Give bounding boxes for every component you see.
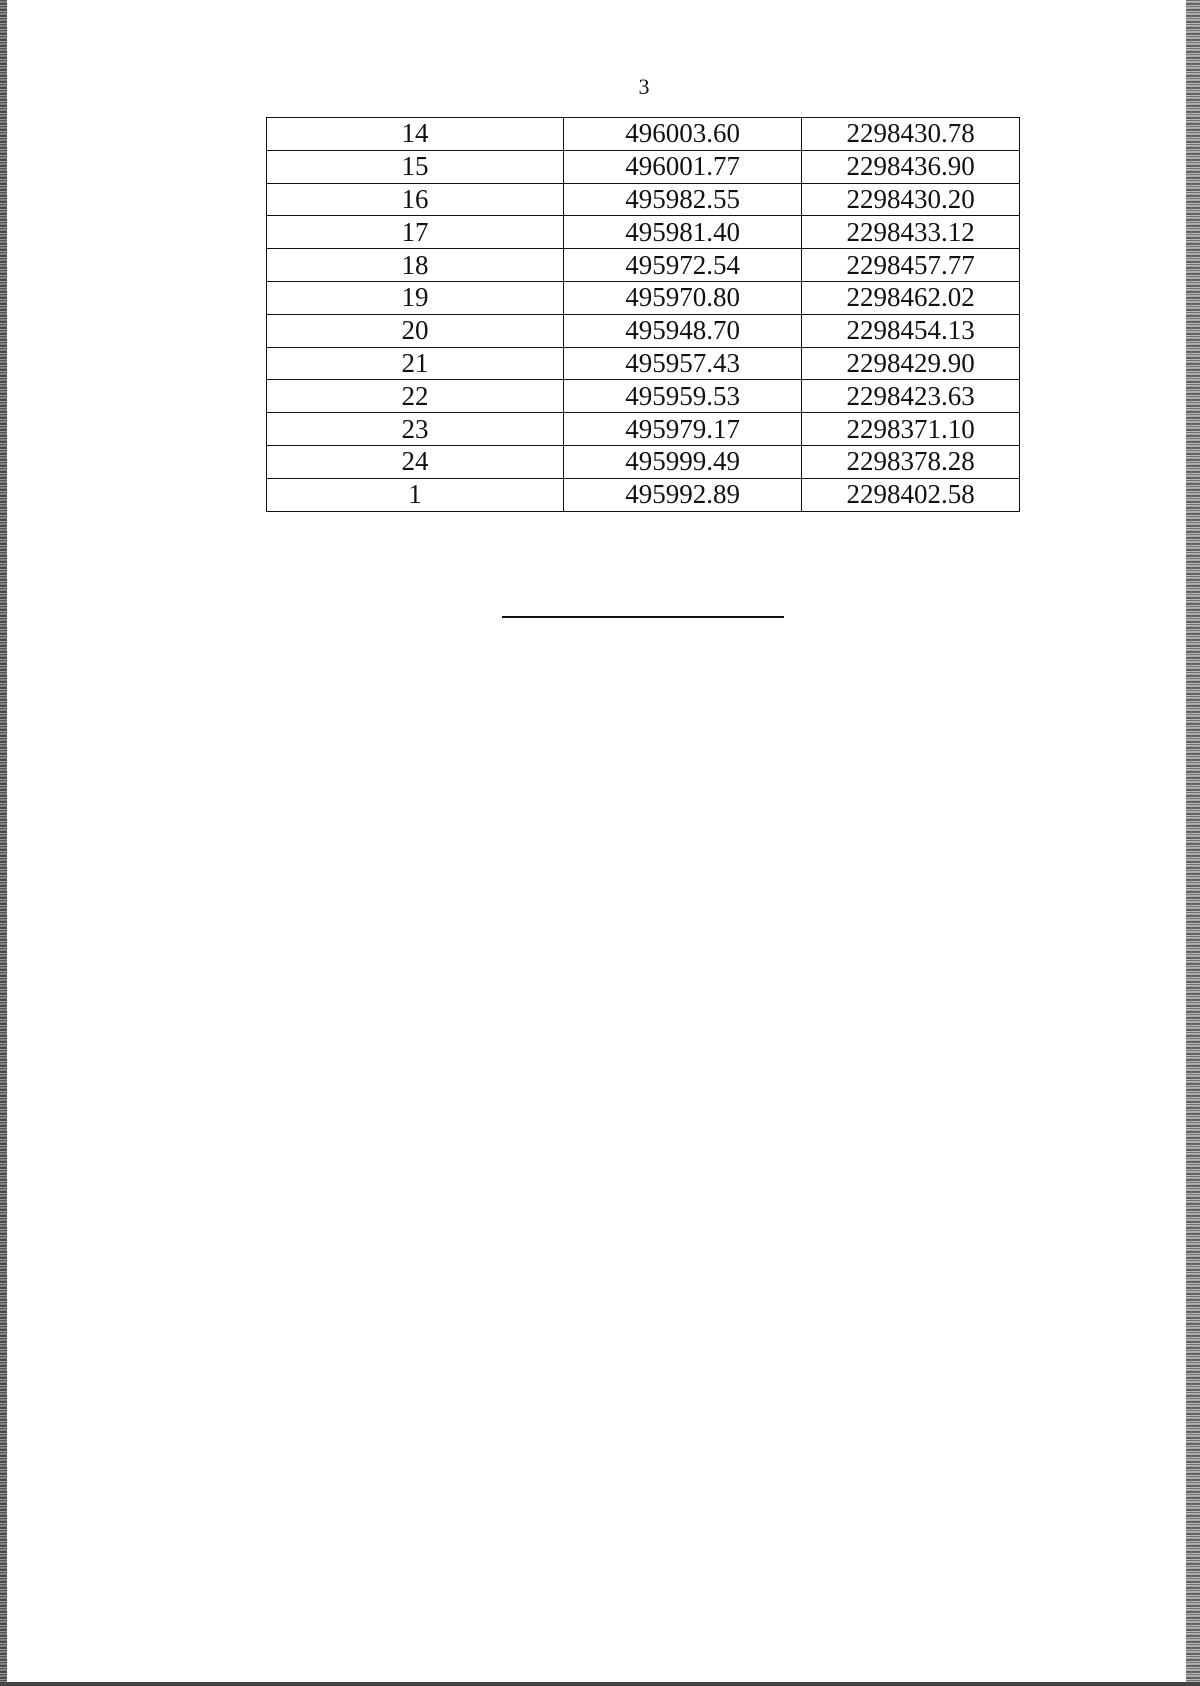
table-row <box>267 347 1020 380</box>
scan-edge-left <box>0 0 7 1686</box>
point-number-cell: 19 <box>267 281 564 314</box>
y-coordinate-cell: 2298430.78 <box>802 118 1020 151</box>
y-coordinate-cell: 2298436.90 <box>802 150 1020 183</box>
x-coordinate-cell: 495970.80 <box>563 281 801 314</box>
table-row <box>267 380 1020 413</box>
y-coordinate-cell: 2298457.77 <box>802 249 1020 282</box>
x-coordinate-cell: 495957.43 <box>563 347 801 380</box>
point-number-cell: 15 <box>267 150 564 183</box>
x-coordinate-cell: 496001.77 <box>563 150 801 183</box>
y-coordinate-cell: 2298454.13 <box>802 314 1020 347</box>
x-coordinate-cell: 495999.49 <box>563 445 801 478</box>
point-number-cell: 21 <box>267 347 564 380</box>
y-coordinate-cell: 2298378.28 <box>802 445 1020 478</box>
scan-edge-bottom <box>0 1682 1200 1686</box>
x-coordinate-cell: 496003.60 <box>563 118 801 151</box>
y-coordinate-cell: 2298433.12 <box>802 216 1020 249</box>
table-row <box>267 478 1020 511</box>
point-number-cell: 14 <box>267 118 564 151</box>
x-coordinate-cell: 495992.89 <box>563 478 801 511</box>
table-row <box>267 281 1020 314</box>
end-of-document-rule <box>502 616 784 618</box>
x-coordinate-cell: 495981.40 <box>563 216 801 249</box>
y-coordinate-cell: 2298423.63 <box>802 380 1020 413</box>
point-number-cell: 23 <box>267 413 564 446</box>
point-number-cell: 18 <box>267 249 564 282</box>
x-coordinate-cell: 495979.17 <box>563 413 801 446</box>
table-row <box>267 445 1020 478</box>
y-coordinate-cell: 2298430.20 <box>802 183 1020 216</box>
coordinates-table <box>266 117 1020 512</box>
x-coordinate-cell: 495948.70 <box>563 314 801 347</box>
table-row <box>267 314 1020 347</box>
y-coordinate-cell: 2298462.02 <box>802 281 1020 314</box>
x-coordinate-cell: 495972.54 <box>563 249 801 282</box>
table-row <box>267 413 1020 446</box>
table-row <box>267 183 1020 216</box>
y-coordinate-cell: 2298371.10 <box>802 413 1020 446</box>
scan-edge-right <box>1186 0 1200 1686</box>
x-coordinate-cell: 495959.53 <box>563 380 801 413</box>
point-number-cell: 1 <box>267 478 564 511</box>
table-row <box>267 249 1020 282</box>
coordinates-table-body <box>267 118 1020 512</box>
page-number: 3 <box>638 74 650 99</box>
point-number-cell: 20 <box>267 314 564 347</box>
point-number-cell: 16 <box>267 183 564 216</box>
y-coordinate-cell: 2298429.90 <box>802 347 1020 380</box>
x-coordinate-cell: 495982.55 <box>563 183 801 216</box>
table-row <box>267 118 1020 151</box>
table-row <box>267 216 1020 249</box>
table-row <box>267 150 1020 183</box>
point-number-cell: 24 <box>267 445 564 478</box>
y-coordinate-cell: 2298402.58 <box>802 478 1020 511</box>
point-number-cell: 17 <box>267 216 564 249</box>
point-number-cell: 22 <box>267 380 564 413</box>
